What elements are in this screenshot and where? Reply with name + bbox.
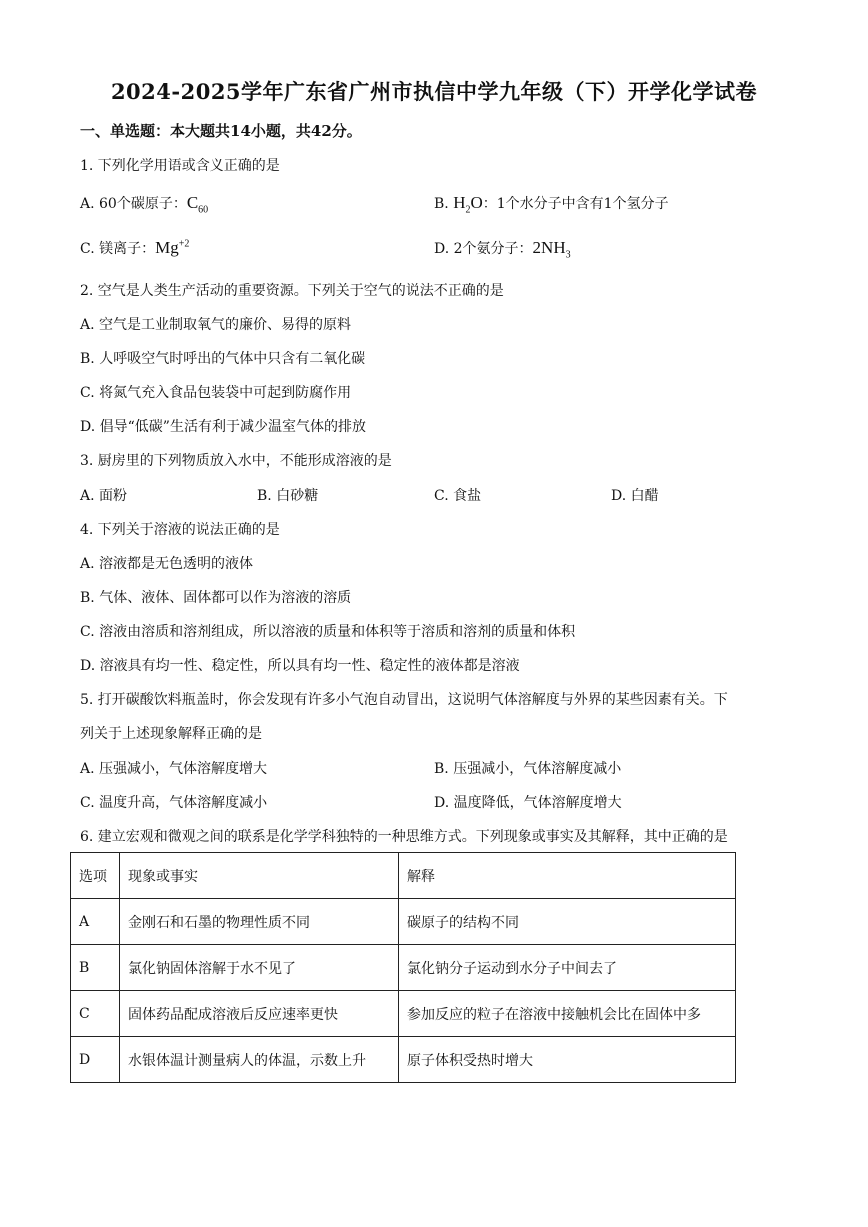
q5-option-c: C. 温度升高，气体溶解度减小 [80, 795, 268, 811]
q4-option-d: D. 溶液具有均一性、稳定性，所以具有均一性、稳定性的液体都是溶液 [80, 658, 520, 674]
q4-option-b: B. 气体、液体、固体都可以作为溶液的溶质 [80, 590, 352, 606]
q2-option-b: B. 人呼吸空气时呼出的气体中只含有二氧化碳 [80, 351, 366, 367]
q5-option-d: D. 温度降低，气体溶解度增大 [434, 795, 622, 811]
q2-option-c: C. 将氮气充入食品包装袋中可起到防腐作用 [80, 385, 352, 401]
q1-option-d [434, 238, 571, 260]
q1-option-b-formula: $H_2O$ [453, 193, 483, 216]
table-row [71, 991, 736, 1037]
table-header-cell: 解释 [399, 853, 736, 899]
table-cell-option: C [71, 991, 120, 1037]
q3-option-b: B. 白砂糖 [257, 488, 319, 504]
q1-option-c-formula: $Mg^{+2}$ [155, 238, 190, 257]
table-cell-fact: 氯化钠固体溶解于水不见了 [120, 945, 399, 991]
table-cell-explanation: 氯化钠分子运动到水分子中间去了 [399, 945, 736, 991]
table-cell-option: D [71, 1037, 120, 1083]
table-cell-explanation: 参加反应的粒子在溶液中接触机会比在固体中多 [399, 991, 736, 1037]
q5-stem-line2: 列关于上述现象解释正确的是 [80, 726, 262, 742]
q1-option-c [80, 238, 189, 258]
table-cell-fact: 金刚石和石墨的物理性质不同 [120, 899, 399, 945]
table-cell-fact: 固体药品配成溶液后反应速率更快 [120, 991, 399, 1037]
q5-option-b: B. 压强减小，气体溶解度减小 [434, 761, 622, 777]
page-title: 2024-2025学年广东省广州市执信中学九年级（下）开学化学试卷 [110, 79, 758, 104]
table-row [71, 899, 736, 945]
q6-table [70, 852, 736, 1083]
q3-option-d: D. 白醋 [611, 488, 659, 504]
q1-option-d-formula: $2NH_3$ [532, 238, 571, 261]
q4-option-a: A. 溶液都是无色透明的液体 [80, 556, 254, 572]
q3-stem: 3. 厨房里的下列物质放入水中，不能形成溶液的是 [80, 453, 392, 469]
q3-option-c: C. 食盐 [434, 488, 482, 504]
q1-option-c-label: C. 镁离子： [80, 241, 156, 257]
table-cell-explanation: 碳原子的结构不同 [399, 899, 736, 945]
q4-stem: 4. 下列关于溶液的说法正确的是 [80, 522, 280, 538]
table-row [71, 1037, 736, 1083]
table-cell-explanation: 原子体积受热时增大 [399, 1037, 736, 1083]
q1-option-d-label: D. 2个氨分子： [434, 241, 533, 257]
table-header-row [71, 853, 736, 899]
table-cell-option: B [71, 945, 120, 991]
q1-option-a [80, 193, 208, 215]
q2-option-d: D. 倡导“低碳”生活有利于减少温室气体的排放 [80, 419, 366, 435]
q1-stem: 1. 下列化学用语或含义正确的是 [80, 158, 280, 174]
q4-option-c: C. 溶液由溶质和溶剂组成，所以溶液的质量和体积等于溶质和溶剂的质量和体积 [80, 624, 576, 640]
table-row [71, 945, 736, 991]
q1-option-b [434, 193, 669, 215]
q2-option-a: A. 空气是工业制取氧气的廉价、易得的原料 [80, 317, 352, 333]
q1-option-b-label: B. [434, 196, 449, 212]
table-header-cell: 现象或事实 [120, 853, 399, 899]
q5-option-a: A. 压强减小，气体溶解度增大 [80, 761, 268, 777]
q3-option-a: A. 面粉 [80, 488, 128, 504]
section-heading: 一、单选题：本大题共14小题，共42分。 [80, 122, 362, 140]
q1-option-a-formula: $C_{60}$ [186, 193, 209, 216]
q6-stem: 6. 建立宏观和微观之间的联系是化学学科独特的一种思维方式。下列现象或事实及其解释，其中正确的是 [80, 829, 728, 845]
table-cell-fact: 水银体温计测量病人的体温，示数上升 [120, 1037, 399, 1083]
table-cell-option: A [71, 899, 120, 945]
q2-stem: 2. 空气是人类生产活动的重要资源。下列关于空气的说法不正确的是 [80, 283, 504, 299]
q5-stem-line1: 5. 打开碳酸饮料瓶盖时，你会发现有许多小气泡自动冒出，这说明气体溶解度与外界的某些因素有关。下 [80, 692, 728, 708]
q1-option-a-label: A. 60个碳原子： [80, 196, 187, 212]
q1-option-b-text: ：1个水分子中含有1个氢分子 [482, 196, 669, 212]
table-header-cell: 选项 [71, 853, 120, 899]
